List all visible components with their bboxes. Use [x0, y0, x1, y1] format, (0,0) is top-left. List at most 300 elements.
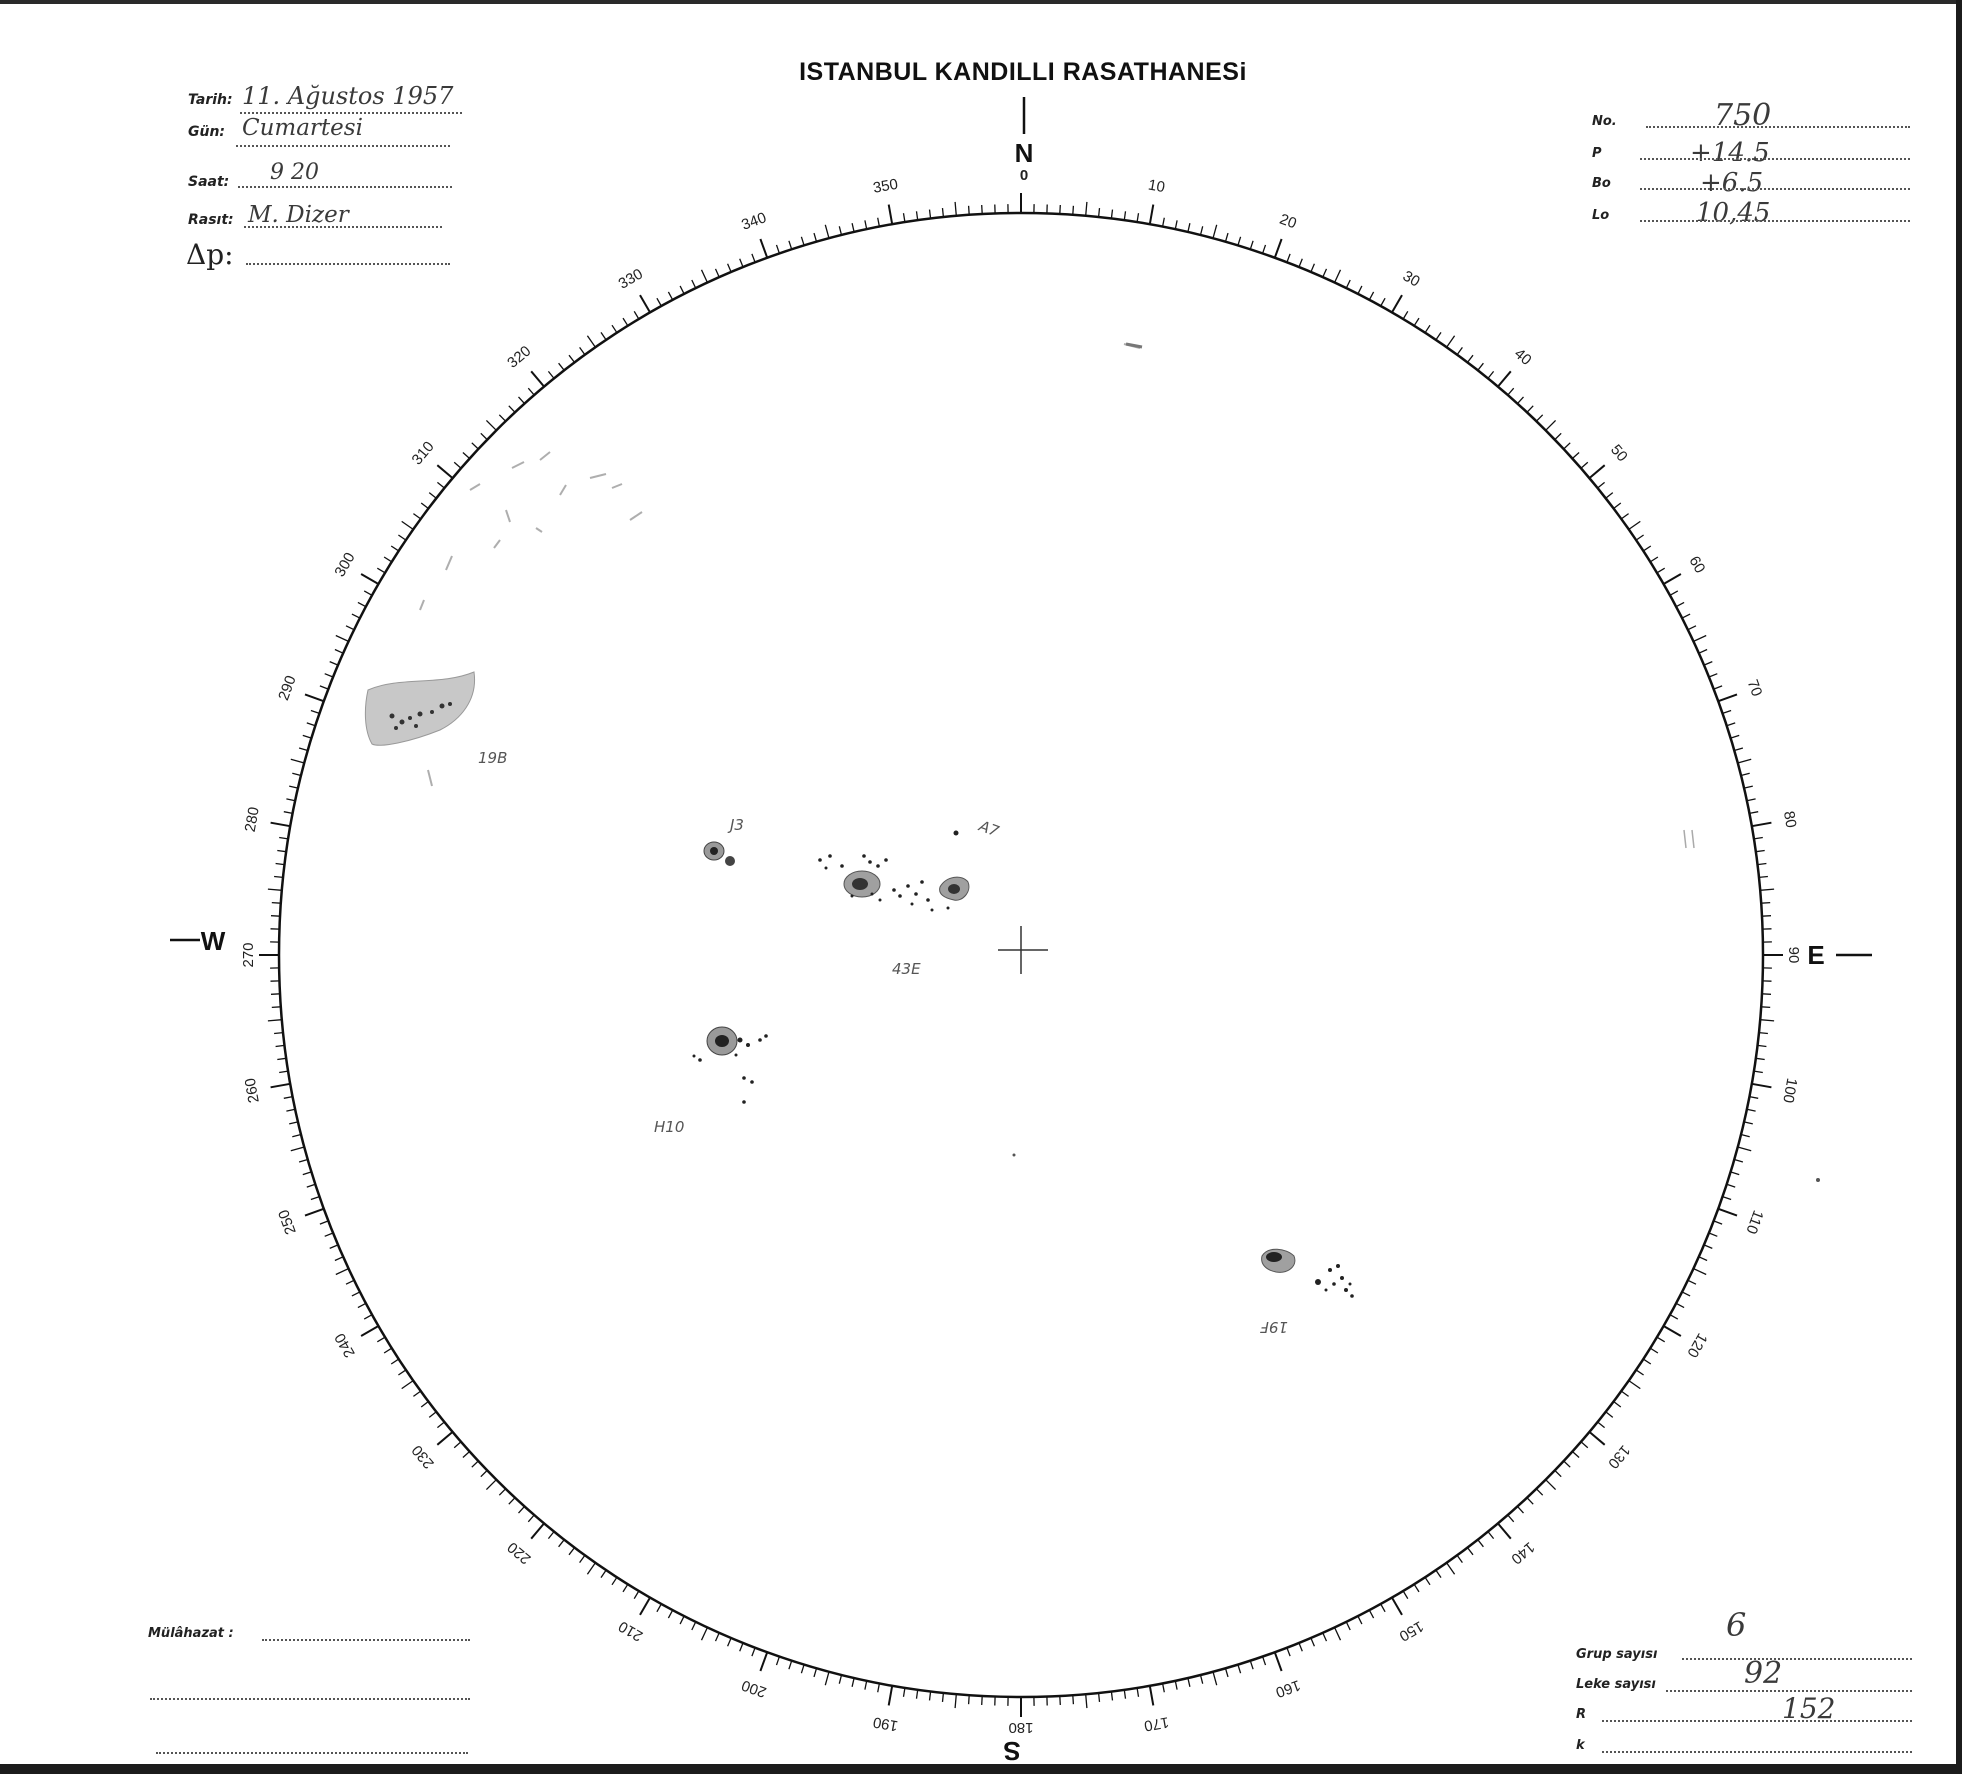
- degree-tick: [878, 218, 880, 227]
- degree-tick: [303, 1172, 312, 1175]
- degree-tick: [728, 1638, 732, 1646]
- degree-tick: [307, 723, 316, 726]
- degree-tick: [291, 1147, 305, 1151]
- degree-tick: [839, 1675, 841, 1684]
- degree-tick: [402, 1381, 414, 1389]
- degree-tick: [1636, 1370, 1644, 1375]
- degree-tick: [1555, 1470, 1561, 1476]
- degree-tick: [801, 237, 804, 246]
- degree-tick: [1263, 245, 1266, 254]
- degree-tick: [889, 205, 893, 225]
- degree-tick: [1546, 1480, 1556, 1490]
- degree-tick: [1086, 1694, 1087, 1708]
- degree-tick: [559, 363, 565, 370]
- degree-tick: [1676, 602, 1684, 606]
- degree-tick: [889, 1686, 893, 1706]
- degree-tick: [1546, 420, 1556, 430]
- degree-tick: [825, 1672, 829, 1686]
- group-count-line: [1682, 1658, 1912, 1660]
- degree-tick: [1436, 1570, 1441, 1578]
- degree-tick: [657, 298, 661, 306]
- degree-tick: [1676, 1303, 1684, 1307]
- degree-label: 290: [275, 673, 300, 703]
- degree-tick: [1518, 1506, 1524, 1513]
- degree-tick: [289, 786, 298, 788]
- degree-tick: [1508, 1515, 1514, 1522]
- spot-count-label: Leke sayısı: [1576, 1677, 1656, 1692]
- degree-label: 190: [871, 1713, 900, 1735]
- degree-label: 170: [1142, 1713, 1171, 1735]
- degree-tick: [930, 1692, 931, 1701]
- degree-tick: [587, 336, 595, 348]
- degree-tick: [1747, 799, 1756, 801]
- degree-tick: [481, 433, 487, 439]
- degree-tick: [1572, 453, 1579, 459]
- degree-tick: [398, 535, 406, 540]
- degree-tick: [1758, 1045, 1767, 1046]
- degree-tick: [559, 1540, 565, 1547]
- faculae-markings: [420, 344, 1140, 786]
- degree-tick: [1488, 371, 1494, 378]
- degree-tick: [1508, 388, 1514, 395]
- degree-tick: [692, 1622, 696, 1630]
- observer-label: Rasıt:: [188, 212, 234, 228]
- delta-p-label: Δp:: [186, 238, 234, 271]
- degree-tick: [1250, 241, 1253, 250]
- degree-label: 220: [504, 1538, 535, 1568]
- degree-tick: [1369, 1610, 1373, 1618]
- sunspot-group-H10: [654, 1027, 768, 1136]
- degree-tick: [982, 1696, 983, 1705]
- r-label: R: [1576, 1707, 1587, 1722]
- number-label: No.: [1592, 114, 1617, 129]
- group-label-A7: A7: [976, 816, 1002, 841]
- remarks-label: Mülâhazat :: [148, 1626, 234, 1641]
- degree-tick: [325, 674, 333, 677]
- p-angle-value: +14.5: [1690, 138, 1770, 168]
- degree-tick: [361, 1326, 378, 1336]
- degree-tick: [1664, 1326, 1681, 1336]
- west-label: W: [200, 926, 226, 956]
- degree-tick: [852, 223, 854, 232]
- number-value: 750: [1714, 98, 1772, 133]
- degree-tick: [1606, 1412, 1613, 1418]
- degree-tick: [346, 626, 354, 630]
- degree-tick: [364, 591, 372, 595]
- degree-label: 160: [1273, 1676, 1303, 1701]
- degree-tick: [299, 748, 308, 751]
- degree-tick: [454, 1442, 461, 1448]
- degree-tick: [1201, 1675, 1203, 1684]
- degree-tick: [1727, 723, 1736, 726]
- degree-label: 200: [739, 1676, 769, 1701]
- degree-label: 130: [1604, 1441, 1634, 1472]
- degree-tick: [330, 662, 338, 666]
- degree-tick: [1527, 1498, 1533, 1505]
- degree-tick: [437, 1422, 444, 1428]
- degree-tick: [472, 443, 479, 449]
- group-count-label: Grup sayısı: [1576, 1647, 1658, 1662]
- degree-tick: [1744, 786, 1753, 788]
- degree-label: 120: [1683, 1330, 1711, 1361]
- r-line: [1602, 1720, 1912, 1722]
- degree-tick: [1709, 1233, 1717, 1236]
- degree-tick: [1650, 1348, 1658, 1353]
- day-label: Gün:: [188, 124, 226, 140]
- degree-tick: [1699, 1257, 1707, 1261]
- degree-tick: [740, 1643, 743, 1651]
- degree-tick: [358, 1303, 366, 1307]
- degree-tick: [702, 1628, 708, 1641]
- degree-tick: [279, 838, 288, 839]
- degree-tick: [1688, 626, 1696, 630]
- degree-tick: [272, 903, 281, 904]
- degree-tick: [1536, 415, 1542, 421]
- degree-tick: [463, 453, 470, 459]
- degree-tick: [1498, 371, 1511, 386]
- degree-tick: [1759, 877, 1768, 878]
- degree-tick: [982, 205, 983, 214]
- degree-tick: [1447, 336, 1455, 348]
- sunspot-group-A7: [954, 817, 1002, 841]
- degree-tick: [1756, 851, 1765, 852]
- degree-tick: [1287, 254, 1290, 262]
- degree-tick: [1111, 1692, 1112, 1701]
- degree-tick: [1358, 286, 1362, 294]
- degree-label: 60: [1685, 553, 1709, 577]
- degree-tick: [1498, 1523, 1511, 1538]
- degree-tick: [1163, 1683, 1165, 1692]
- degree-tick: [1163, 218, 1165, 227]
- degree-tick: [305, 1209, 324, 1216]
- degree-tick: [325, 1233, 333, 1236]
- degree-tick: [1718, 694, 1737, 701]
- degree-tick: [1478, 363, 1484, 370]
- north-zero-label: 0: [1019, 167, 1029, 184]
- degree-tick: [1758, 864, 1767, 865]
- degree-tick: [284, 812, 293, 814]
- degree-tick: [789, 1661, 792, 1670]
- remarks-line-1: [262, 1639, 470, 1641]
- degree-tick: [384, 1348, 392, 1353]
- degree-tick: [1762, 916, 1771, 917]
- degree-tick: [1621, 1391, 1628, 1396]
- degree-tick: [1760, 1020, 1774, 1021]
- degree-tick: [1629, 1381, 1641, 1389]
- degree-tick: [1175, 220, 1177, 229]
- degree-tick: [330, 1245, 338, 1249]
- degree-tick: [1694, 1269, 1707, 1275]
- degree-tick: [1263, 1657, 1266, 1666]
- degree-tick: [377, 1337, 385, 1342]
- degree-tick: [955, 202, 956, 216]
- degree-tick: [1137, 213, 1138, 222]
- degree-tick: [740, 259, 743, 267]
- time-value: 9 20: [270, 160, 319, 185]
- degree-tick: [292, 1135, 301, 1137]
- degree-tick: [1657, 1337, 1665, 1342]
- degree-tick: [657, 1604, 661, 1612]
- degree-tick: [1754, 838, 1763, 839]
- degree-tick: [1738, 759, 1752, 763]
- degree-tick: [1381, 1604, 1385, 1612]
- degree-tick: [680, 286, 684, 294]
- degree-tick: [1335, 270, 1341, 283]
- degree-tick: [601, 1570, 606, 1578]
- degree-tick: [969, 206, 970, 215]
- degree-tick: [277, 851, 286, 852]
- degree-tick: [276, 864, 285, 865]
- degree-tick: [1614, 1402, 1621, 1408]
- degree-tick: [930, 210, 931, 219]
- degree-tick: [499, 1489, 505, 1495]
- degree-tick: [1598, 1422, 1605, 1428]
- degree-tick: [716, 1633, 720, 1641]
- degree-tick: [623, 318, 628, 326]
- degree-label: 250: [275, 1207, 300, 1237]
- degree-tick: [1488, 1532, 1494, 1539]
- degree-label: 280: [241, 805, 263, 834]
- degree-tick: [1723, 711, 1732, 714]
- degree-tick: [1073, 1695, 1074, 1704]
- degree-tick: [1650, 557, 1658, 562]
- degree-tick: [335, 650, 343, 654]
- degree-tick: [1709, 674, 1717, 677]
- degree-tick: [1518, 397, 1524, 404]
- degree-tick: [1606, 493, 1613, 499]
- degree-tick: [612, 1577, 617, 1585]
- degree-tick: [1213, 1672, 1217, 1686]
- degree-tick: [814, 233, 817, 242]
- disk-center-crosshair: [998, 926, 1048, 974]
- degree-tick: [1226, 233, 1229, 242]
- degree-tick: [1704, 662, 1712, 666]
- degree-tick: [291, 759, 305, 763]
- degree-tick: [1124, 1690, 1125, 1699]
- degree-tick: [1670, 1315, 1678, 1319]
- spot-count-value: 92: [1744, 1656, 1783, 1691]
- degree-tick: [1275, 239, 1282, 258]
- degree-tick: [1457, 1555, 1462, 1562]
- degree-tick: [1744, 1122, 1753, 1124]
- degree-tick: [801, 1665, 804, 1674]
- degree-label: 330: [615, 265, 646, 293]
- degree-label: 350: [871, 175, 900, 197]
- degree-label: 260: [241, 1076, 263, 1105]
- degree-tick: [612, 325, 617, 333]
- k-line: [1602, 1751, 1912, 1753]
- degree-tick: [437, 1432, 452, 1445]
- degree-tick: [437, 482, 444, 488]
- time-label: Saat:: [188, 174, 230, 190]
- degree-tick: [1741, 773, 1750, 775]
- degree-tick: [1741, 1135, 1750, 1137]
- degree-tick: [1747, 1109, 1756, 1111]
- degree-tick: [1238, 1665, 1241, 1674]
- degree-tick: [421, 1402, 428, 1408]
- degree-tick: [728, 264, 732, 272]
- degree-tick: [486, 1480, 496, 1490]
- degree-label: 30: [1399, 267, 1423, 291]
- degree-tick: [1425, 325, 1430, 333]
- degree-tick: [1188, 1678, 1190, 1687]
- degree-tick: [760, 1652, 767, 1671]
- degree-tick: [429, 1412, 436, 1418]
- degree-tick: [1731, 735, 1740, 738]
- degree-tick: [865, 220, 867, 229]
- degree-tick: [528, 388, 534, 395]
- degree-tick: [1111, 210, 1112, 219]
- degree-tick: [634, 1591, 639, 1599]
- degree-tick: [777, 1657, 780, 1666]
- degree-tick: [358, 602, 366, 606]
- l0-label: Lo: [1592, 208, 1610, 223]
- remarks-line-3: [156, 1752, 468, 1754]
- observatory-title: ISTANBUL KANDILLI RASATHANESi: [799, 58, 1247, 86]
- degree-tick: [289, 1122, 298, 1124]
- degree-tick: [752, 254, 755, 262]
- degree-tick: [852, 1678, 854, 1687]
- degree-tick: [1188, 223, 1190, 232]
- degree-tick: [1414, 1584, 1419, 1592]
- degree-tick: [702, 270, 708, 283]
- degree-tick: [320, 1221, 328, 1224]
- degree-tick: [569, 355, 575, 362]
- degree-tick: [1392, 1598, 1402, 1615]
- degree-tick: [904, 1688, 905, 1697]
- sunspot-group-19F: [1260, 1249, 1354, 1336]
- degree-tick: [839, 226, 841, 235]
- l0-value: 10,45: [1696, 198, 1771, 228]
- degree-tick: [623, 1584, 628, 1592]
- degree-tick: [1682, 614, 1690, 618]
- degree-tick: [1670, 591, 1678, 595]
- degree-tick: [1287, 1648, 1290, 1656]
- degree-tick: [429, 493, 436, 499]
- degree-tick: [1311, 1638, 1315, 1646]
- degree-tick: [878, 1683, 880, 1692]
- b0-label: Bo: [1592, 176, 1611, 191]
- degree-tick: [361, 574, 378, 584]
- degree-tick: [271, 1084, 291, 1088]
- degree-tick: [1323, 269, 1327, 277]
- degree-tick: [1358, 1616, 1362, 1624]
- degree-tick: [1369, 292, 1373, 300]
- degree-label: 140: [1507, 1538, 1538, 1568]
- degree-tick: [1201, 226, 1203, 235]
- degree-tick: [284, 1097, 293, 1099]
- degree-tick: [1137, 1688, 1138, 1697]
- degree-tick: [272, 1007, 281, 1008]
- degree-tick: [917, 1690, 918, 1699]
- degree-tick: [1226, 1668, 1229, 1677]
- degree-tick: [825, 225, 829, 239]
- degree-label: 340: [739, 209, 769, 234]
- p-angle-label: P: [1592, 146, 1602, 161]
- degree-tick: [634, 311, 639, 319]
- degree-tick: [336, 1269, 349, 1275]
- degree-tick: [548, 1532, 554, 1539]
- degree-tick: [1714, 1221, 1722, 1224]
- degree-tick: [1589, 465, 1604, 478]
- degree-tick: [402, 521, 414, 529]
- b0-value: +6.5: [1700, 168, 1764, 198]
- degree-tick: [1238, 237, 1241, 246]
- degree-tick: [1346, 280, 1350, 288]
- degree-tick: [580, 1555, 585, 1562]
- degree-tick: [1727, 1184, 1736, 1187]
- degree-tick: [1392, 295, 1402, 312]
- degree-tick: [528, 1515, 534, 1522]
- degree-label: 80: [1779, 809, 1800, 830]
- degree-tick: [1150, 1686, 1154, 1706]
- degree-tick: [1403, 1591, 1408, 1599]
- degree-tick: [640, 295, 650, 312]
- degree-tick: [1381, 298, 1385, 306]
- degree-tick: [668, 1610, 672, 1618]
- degree-tick: [1527, 406, 1533, 413]
- degree-tick: [1752, 823, 1772, 827]
- degree-tick: [352, 614, 360, 618]
- degree-tick: [519, 397, 525, 404]
- day-value: Cumartesi: [242, 115, 363, 141]
- degree-tick: [640, 1598, 650, 1615]
- degree-tick: [1754, 1071, 1763, 1072]
- degree-tick: [307, 1184, 316, 1187]
- degree-label: 90: [1785, 946, 1803, 964]
- stray-marks: [1013, 344, 1821, 1182]
- degree-tick: [548, 371, 554, 378]
- degree-tick: [454, 462, 461, 468]
- degree-tick: [1699, 650, 1707, 654]
- degree-tick: [1657, 568, 1665, 573]
- degree-tick: [519, 1506, 525, 1513]
- degree-tick: [1335, 1628, 1341, 1641]
- degree-tick: [1564, 443, 1571, 449]
- degree-tick: [279, 1071, 288, 1072]
- degree-label: 40: [1510, 345, 1535, 369]
- degree-tick: [277, 1058, 286, 1059]
- degree-tick: [943, 208, 944, 217]
- degree-tick: [1346, 1622, 1350, 1630]
- degree-tick: [413, 514, 420, 519]
- degree-label: 10: [1146, 176, 1167, 197]
- degree-tick: [398, 1370, 406, 1375]
- degree-tick: [1060, 205, 1061, 214]
- degree-label: 100: [1779, 1076, 1801, 1105]
- degree-tick: [286, 1109, 295, 1111]
- degree-tick: [1555, 433, 1561, 439]
- degree-tick: [917, 211, 918, 220]
- degree-tick: [311, 711, 320, 714]
- k-label: k: [1576, 1738, 1585, 1753]
- degree-tick: [1621, 514, 1628, 519]
- degree-tick: [364, 1315, 372, 1319]
- degree-tick: [472, 1461, 479, 1467]
- degree-tick: [1564, 1461, 1571, 1467]
- degree-tick: [1734, 748, 1743, 751]
- group-label-J3: J3: [730, 816, 744, 834]
- degree-tick: [1749, 812, 1758, 814]
- degree-label: 240: [331, 1330, 359, 1361]
- degree-tick: [421, 503, 428, 509]
- degree-tick: [413, 1391, 420, 1396]
- degree-tick: [1682, 1292, 1690, 1296]
- r-value: 152: [1782, 1692, 1836, 1725]
- degree-tick: [1664, 574, 1681, 584]
- degree-tick: [1752, 1084, 1772, 1088]
- degree-tick: [569, 1548, 575, 1555]
